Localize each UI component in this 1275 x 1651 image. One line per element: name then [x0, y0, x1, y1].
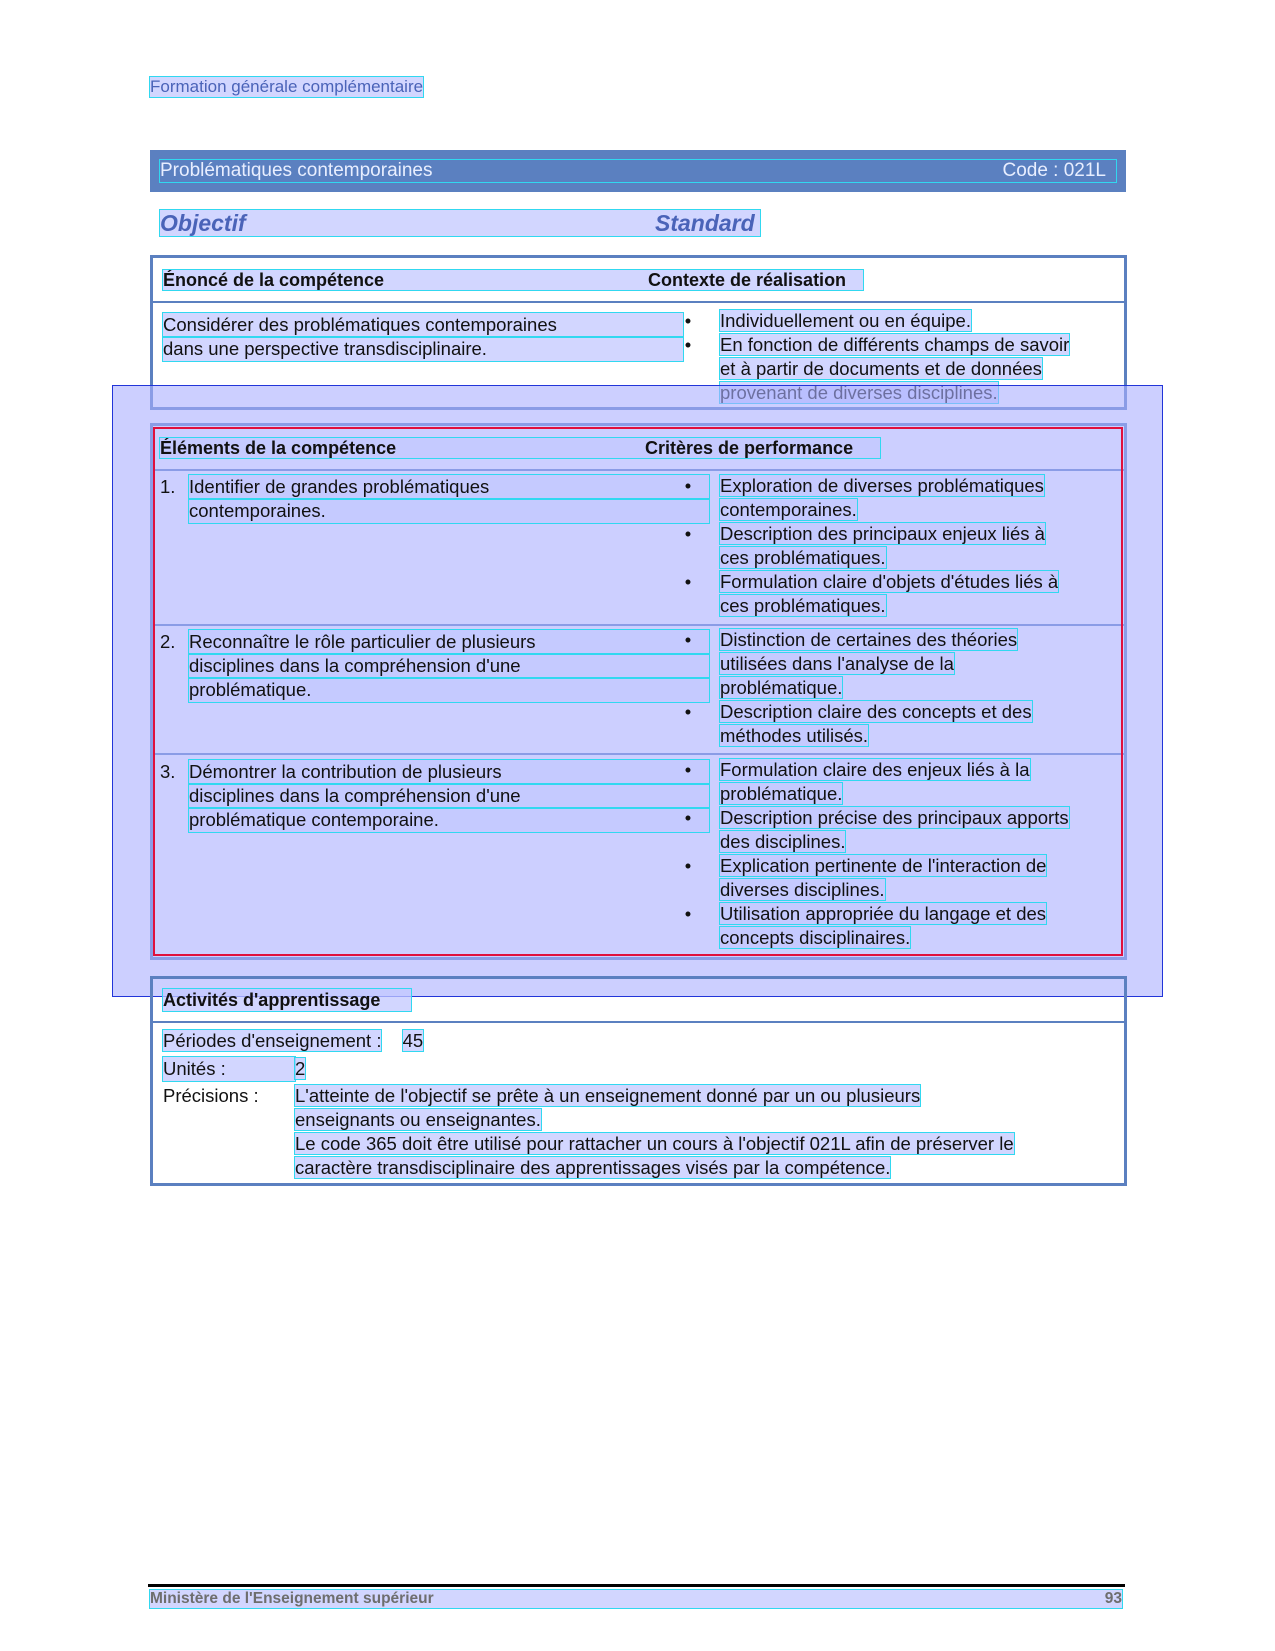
section-headings [160, 210, 760, 236]
bullet-icon: • [684, 759, 692, 780]
element-number: 2. [160, 631, 176, 652]
criterion-item [683, 700, 1123, 748]
criterion-line: des disciplines. [720, 831, 846, 852]
criterion-item [683, 902, 1123, 950]
precision-line: L'atteinte de l'objectif se prête à un enseignement donné par un ou plusieurs [295, 1085, 921, 1106]
running-header: Formation générale complémentaire [150, 77, 424, 96]
standard-heading: Standard [655, 210, 755, 236]
element-item [160, 760, 709, 832]
element-number: 3. [160, 761, 176, 782]
course-title-bar [150, 150, 1126, 192]
criterion-item [683, 758, 1123, 806]
context-heading: Contexte de réalisation [648, 270, 847, 290]
units-value: 2 [295, 1058, 306, 1079]
statement-line: Considérer des problématiques contemporaines [163, 313, 683, 337]
criterion-line: concepts disciplinaires. [720, 927, 911, 948]
units-label: Unités : [163, 1057, 295, 1081]
bullet-icon: • [684, 523, 692, 544]
periods-label: Périodes d'enseignement : [163, 1030, 382, 1051]
bullet-icon: • [684, 475, 692, 496]
criterion-line: Description claire des concepts et des [720, 701, 1032, 722]
periods-row [163, 1029, 423, 1053]
criterion-line: contemporaines. [720, 499, 857, 520]
context-line: En fonction de différents champs de savoir [720, 334, 1070, 355]
statement-line: dans une perspective transdisciplinaire. [163, 337, 683, 361]
criterion-line: problématique. [720, 783, 843, 804]
criterion-line: ces problématiques. [720, 595, 886, 616]
element-line: Identifier de grandes problématiques [189, 475, 709, 499]
footer-publisher: Ministère de l'Enseignement supérieur [150, 1590, 434, 1607]
criteria-heading: Critères de performance [645, 438, 854, 458]
bullet-icon: • [684, 571, 692, 592]
criterion-line: Formulation claire d'objets d'études liés à [720, 571, 1059, 592]
activities-box [150, 976, 1127, 1186]
activities-heading: Activités d'apprentissage [163, 989, 411, 1011]
element-item [160, 475, 709, 523]
element-item [160, 630, 709, 702]
course-code: Code : 021L [1002, 160, 1106, 181]
element-line: Démontrer la contribution de plusieurs [189, 760, 709, 784]
element-line: contemporaines. [189, 499, 709, 523]
element-line: problématique contemporaine. [189, 808, 709, 832]
bullet-icon: • [684, 310, 692, 331]
precisions-label: Précisions : [163, 1085, 259, 1106]
criteria-list [683, 628, 1123, 748]
criterion-line: Distinction de certaines des théories [720, 629, 1018, 650]
criterion-line: Exploration de diverses problématiques [720, 475, 1044, 496]
criterion-line: Description des principaux enjeux liés à [720, 523, 1045, 544]
criterion-line: méthodes utilisés. [720, 725, 869, 746]
course-title: Problématiques contemporaines [160, 160, 433, 181]
criterion-line: Explication pertinente de l'interaction de [720, 855, 1047, 876]
criterion-line: utilisées dans l'analyse de la [720, 653, 954, 674]
precision-line: Le code 365 doit être utilisé pour rattacher un cours à l'objectif 021L afin de préserver le [295, 1133, 1014, 1154]
criterion-line: Formulation claire des enjeux liés à la [720, 759, 1030, 780]
competence-headings [163, 270, 863, 290]
element-line: problématique. [189, 678, 709, 702]
precision-line: enseignants ou enseignantes. [295, 1109, 541, 1130]
context-item [683, 309, 1113, 333]
periods-value: 45 [402, 1030, 424, 1051]
criterion-line: problématique. [720, 677, 843, 698]
precisions-text [295, 1084, 1110, 1180]
competence-statement [163, 313, 683, 361]
bullet-icon: • [684, 807, 692, 828]
statement-heading: Énoncé de la compétence [163, 270, 385, 290]
bullet-icon: • [684, 855, 692, 876]
bullet-icon: • [684, 629, 692, 650]
bullet-icon: • [684, 701, 692, 722]
criteria-list [683, 758, 1123, 950]
elements-headings [160, 438, 880, 458]
criterion-item [683, 474, 1123, 522]
context-line: Individuellement ou en équipe. [720, 310, 971, 331]
bullet-icon: • [684, 334, 692, 355]
objective-heading: Objectif [160, 210, 246, 236]
criterion-item [683, 854, 1123, 902]
page-footer [150, 1590, 1122, 1608]
criterion-line: Utilisation appropriée du langage et des [720, 903, 1047, 924]
criteria-list [683, 474, 1123, 618]
element-line: Reconnaître le rôle particulier de plusieurs [189, 630, 709, 654]
element-line: disciplines dans la compréhension d'une [189, 784, 709, 808]
bullet-icon: • [684, 903, 692, 924]
criterion-line: ces problématiques. [720, 547, 886, 568]
criterion-line: Description précise des principaux apports [720, 807, 1069, 828]
units-row [163, 1057, 305, 1081]
element-line: disciplines dans la compréhension d'une [189, 654, 709, 678]
criterion-item [683, 806, 1123, 854]
criterion-item [683, 522, 1123, 570]
criterion-item [683, 570, 1123, 618]
criterion-line: diverses disciplines. [720, 879, 885, 900]
element-number: 1. [160, 476, 176, 497]
context-line: et à partir de documents et de données [720, 358, 1042, 379]
page-number: 93 [1104, 1590, 1122, 1607]
precision-line: caractère transdisciplinaire des apprentissages visés par la compétence. [295, 1157, 891, 1178]
elements-heading: Éléments de la compétence [160, 438, 397, 458]
criterion-item [683, 628, 1123, 700]
footer-rule [148, 1584, 1125, 1587]
